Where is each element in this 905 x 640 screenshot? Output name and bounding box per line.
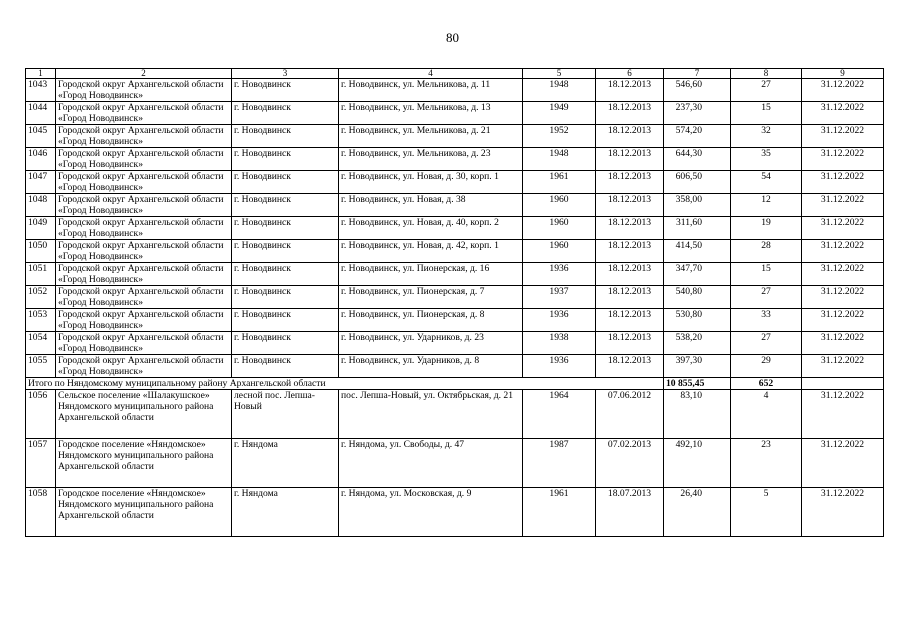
count-cell: 32: [731, 125, 802, 148]
count-cell: 15: [731, 102, 802, 125]
table-row: [26, 217, 884, 240]
deadline-cell: 31.12.2022: [802, 217, 884, 240]
deadline-cell: 31.12.2022: [802, 125, 884, 148]
address-cell: г. Новодвинск, ул. Пионерская, д. 16: [339, 263, 523, 286]
col-header: 1: [26, 69, 56, 79]
row-number: 1057: [26, 439, 56, 488]
count-cell: 29: [731, 355, 802, 378]
deadline-cell: 31.12.2022: [802, 439, 884, 488]
date-cell: 18.12.2013: [596, 355, 664, 378]
year-cell: 1936: [523, 309, 596, 332]
total-row: [26, 378, 884, 390]
count-cell: 23: [731, 439, 802, 488]
table-row: [26, 355, 884, 378]
owner-cell: Городской округ Архангельской области «Город Новодвинск»: [56, 171, 232, 194]
table-row: [26, 309, 884, 332]
deadline-cell: 31.12.2022: [802, 79, 884, 102]
table-row: [26, 286, 884, 309]
count-cell: 33: [731, 309, 802, 332]
row-number: 1045: [26, 125, 56, 148]
locality-cell: г. Новодвинск: [232, 102, 339, 125]
owner-cell: Городской округ Архангельской области «Город Новодвинск»: [56, 309, 232, 332]
area-cell: 492,10: [664, 439, 731, 488]
row-number: 1054: [26, 332, 56, 355]
owner-cell: Городской округ Архангельской области «Город Новодвинск»: [56, 355, 232, 378]
address-cell: г. Новодвинск, ул. Новая, д. 42, корп. 1: [339, 240, 523, 263]
table-row: [26, 439, 884, 488]
year-cell: 1960: [523, 240, 596, 263]
year-cell: 1960: [523, 217, 596, 240]
owner-cell: Городской округ Архангельской области «Город Новодвинск»: [56, 240, 232, 263]
table-row: [26, 102, 884, 125]
total-count: 652: [731, 378, 802, 390]
date-cell: 18.07.2013: [596, 488, 664, 537]
area-cell: 574,20: [664, 125, 731, 148]
locality-cell: г. Новодвинск: [232, 309, 339, 332]
area-cell: 538,20: [664, 332, 731, 355]
date-cell: 18.12.2013: [596, 148, 664, 171]
col-header: 5: [523, 69, 596, 79]
area-cell: 311,60: [664, 217, 731, 240]
date-cell: 18.12.2013: [596, 217, 664, 240]
deadline-cell: 31.12.2022: [802, 171, 884, 194]
col-header: 4: [339, 69, 523, 79]
row-number: 1050: [26, 240, 56, 263]
date-cell: 07.06.2012: [596, 390, 664, 439]
deadline-cell: 31.12.2022: [802, 194, 884, 217]
area-cell: 530,80: [664, 309, 731, 332]
count-cell: 27: [731, 332, 802, 355]
row-number: 1046: [26, 148, 56, 171]
owner-cell: Городской округ Архангельской области «Город Новодвинск»: [56, 148, 232, 171]
locality-cell: г. Новодвинск: [232, 355, 339, 378]
address-cell: г. Новодвинск, ул. Новая, д. 40, корп. 2: [339, 217, 523, 240]
owner-cell: Городской округ Архангельской области «Город Новодвинск»: [56, 194, 232, 217]
area-cell: 606,50: [664, 171, 731, 194]
owner-cell: Городское поселение «Няндомское» Няндомского муниципального района Архангельской области: [56, 439, 232, 488]
row-number: 1044: [26, 102, 56, 125]
year-cell: 1960: [523, 194, 596, 217]
table-row: [26, 488, 884, 537]
date-cell: 18.12.2013: [596, 102, 664, 125]
col-header: 2: [56, 69, 232, 79]
deadline-cell: 31.12.2022: [802, 309, 884, 332]
row-number: 1049: [26, 217, 56, 240]
owner-cell: Городской округ Архангельской области «Город Новодвинск»: [56, 79, 232, 102]
col-header: 8: [731, 69, 802, 79]
address-cell: г. Няндома, ул. Свободы, д. 47: [339, 439, 523, 488]
area-cell: 546,60: [664, 79, 731, 102]
count-cell: 27: [731, 79, 802, 102]
locality-cell: г. Новодвинск: [232, 194, 339, 217]
table-row: [26, 171, 884, 194]
locality-cell: г. Новодвинск: [232, 263, 339, 286]
register-table: [25, 68, 884, 537]
count-cell: 15: [731, 263, 802, 286]
year-cell: 1987: [523, 439, 596, 488]
locality-cell: г. Новодвинск: [232, 79, 339, 102]
locality-cell: г. Новодвинск: [232, 125, 339, 148]
date-cell: 18.12.2013: [596, 309, 664, 332]
deadline-cell: 31.12.2022: [802, 102, 884, 125]
table-row: [26, 390, 884, 439]
owner-cell: Городской округ Архангельской области «Город Новодвинск»: [56, 263, 232, 286]
address-cell: г. Новодвинск, ул. Ударников, д. 8: [339, 355, 523, 378]
count-cell: 5: [731, 488, 802, 537]
count-cell: 54: [731, 171, 802, 194]
owner-cell: Городское поселение «Няндомское» Няндомского муниципального района Архангельской области: [56, 488, 232, 537]
area-cell: 540,80: [664, 286, 731, 309]
year-cell: 1948: [523, 148, 596, 171]
locality-cell: г. Новодвинск: [232, 240, 339, 263]
date-cell: 18.12.2013: [596, 171, 664, 194]
total-empty: [802, 378, 884, 390]
address-cell: пос. Лепша-Новый, ул. Октябрьская, д. 21: [339, 390, 523, 439]
owner-cell: Городской округ Архангельской области «Город Новодвинск»: [56, 102, 232, 125]
date-cell: 18.12.2013: [596, 263, 664, 286]
date-cell: 18.12.2013: [596, 194, 664, 217]
count-cell: 35: [731, 148, 802, 171]
count-cell: 28: [731, 240, 802, 263]
locality-cell: г. Новодвинск: [232, 171, 339, 194]
address-cell: г. Няндома, ул. Московская, д. 9: [339, 488, 523, 537]
table-row: [26, 79, 884, 102]
year-cell: 1948: [523, 79, 596, 102]
date-cell: 18.12.2013: [596, 125, 664, 148]
year-cell: 1961: [523, 171, 596, 194]
table-row: [26, 125, 884, 148]
area-cell: 414,50: [664, 240, 731, 263]
locality-cell: г. Няндома: [232, 439, 339, 488]
address-cell: г. Новодвинск, ул. Новая, д. 30, корп. 1: [339, 171, 523, 194]
area-cell: 358,00: [664, 194, 731, 217]
deadline-cell: 31.12.2022: [802, 263, 884, 286]
table-row: [26, 263, 884, 286]
area-cell: 644,30: [664, 148, 731, 171]
date-cell: 07.02.2013: [596, 439, 664, 488]
owner-cell: Городской округ Архангельской области «Город Новодвинск»: [56, 332, 232, 355]
row-number: 1048: [26, 194, 56, 217]
year-cell: 1938: [523, 332, 596, 355]
count-cell: 19: [731, 217, 802, 240]
locality-cell: г. Новодвинск: [232, 332, 339, 355]
table-row: [26, 240, 884, 263]
row-number: 1055: [26, 355, 56, 378]
owner-cell: Городской округ Архангельской области «Город Новодвинск»: [56, 286, 232, 309]
locality-cell: г. Новодвинск: [232, 286, 339, 309]
deadline-cell: 31.12.2022: [802, 332, 884, 355]
year-cell: 1937: [523, 286, 596, 309]
address-cell: г. Новодвинск, ул. Ударников, д. 23: [339, 332, 523, 355]
total-label: Итого по Няндомскому муниципальному району Архангельской области: [26, 378, 664, 390]
year-cell: 1949: [523, 102, 596, 125]
owner-cell: Сельское поселение «Шалакушское» Няндомского муниципального района Архангельской области: [56, 390, 232, 439]
locality-cell: г. Новодвинск: [232, 217, 339, 240]
address-cell: г. Новодвинск, ул. Пионерская, д. 7: [339, 286, 523, 309]
locality-cell: г. Няндома: [232, 488, 339, 537]
page-number: 80: [446, 30, 459, 45]
column-number-row: [26, 69, 884, 79]
table-row: [26, 332, 884, 355]
year-cell: 1952: [523, 125, 596, 148]
col-header: 9: [802, 69, 884, 79]
year-cell: 1961: [523, 488, 596, 537]
count-cell: 27: [731, 286, 802, 309]
row-number: 1051: [26, 263, 56, 286]
row-number: 1058: [26, 488, 56, 537]
row-number: 1052: [26, 286, 56, 309]
col-header: 6: [596, 69, 664, 79]
year-cell: 1936: [523, 263, 596, 286]
date-cell: 18.12.2013: [596, 332, 664, 355]
address-cell: г. Новодвинск, ул. Мельникова, д. 13: [339, 102, 523, 125]
area-cell: 237,30: [664, 102, 731, 125]
area-cell: 397,30: [664, 355, 731, 378]
date-cell: 18.12.2013: [596, 286, 664, 309]
deadline-cell: 31.12.2022: [802, 240, 884, 263]
deadline-cell: 31.12.2022: [802, 148, 884, 171]
row-number: 1047: [26, 171, 56, 194]
area-cell: 26,40: [664, 488, 731, 537]
address-cell: г. Новодвинск, ул. Новая, д. 38: [339, 194, 523, 217]
deadline-cell: 31.12.2022: [802, 390, 884, 439]
address-cell: г. Новодвинск, ул. Мельникова, д. 21: [339, 125, 523, 148]
count-cell: 12: [731, 194, 802, 217]
address-cell: г. Новодвинск, ул. Мельникова, д. 11: [339, 79, 523, 102]
owner-cell: Городской округ Архангельской области «Город Новодвинск»: [56, 125, 232, 148]
owner-cell: Городской округ Архангельской области «Город Новодвинск»: [56, 217, 232, 240]
locality-cell: лесной пос. Лепша-Новый: [232, 390, 339, 439]
area-cell: 83,10: [664, 390, 731, 439]
year-cell: 1936: [523, 355, 596, 378]
deadline-cell: 31.12.2022: [802, 355, 884, 378]
address-cell: г. Новодвинск, ул. Мельникова, д. 23: [339, 148, 523, 171]
col-header: 3: [232, 69, 339, 79]
date-cell: 18.12.2013: [596, 240, 664, 263]
row-number: 1053: [26, 309, 56, 332]
row-number: 1056: [26, 390, 56, 439]
date-cell: 18.12.2013: [596, 79, 664, 102]
deadline-cell: 31.12.2022: [802, 488, 884, 537]
table-row: [26, 148, 884, 171]
year-cell: 1964: [523, 390, 596, 439]
locality-cell: г. Новодвинск: [232, 148, 339, 171]
col-header: 7: [664, 69, 731, 79]
table-row: [26, 194, 884, 217]
area-cell: 347,70: [664, 263, 731, 286]
row-number: 1043: [26, 79, 56, 102]
count-cell: 4: [731, 390, 802, 439]
deadline-cell: 31.12.2022: [802, 286, 884, 309]
total-area: 10 855,45: [664, 378, 731, 390]
address-cell: г. Новодвинск, ул. Пионерская, д. 8: [339, 309, 523, 332]
